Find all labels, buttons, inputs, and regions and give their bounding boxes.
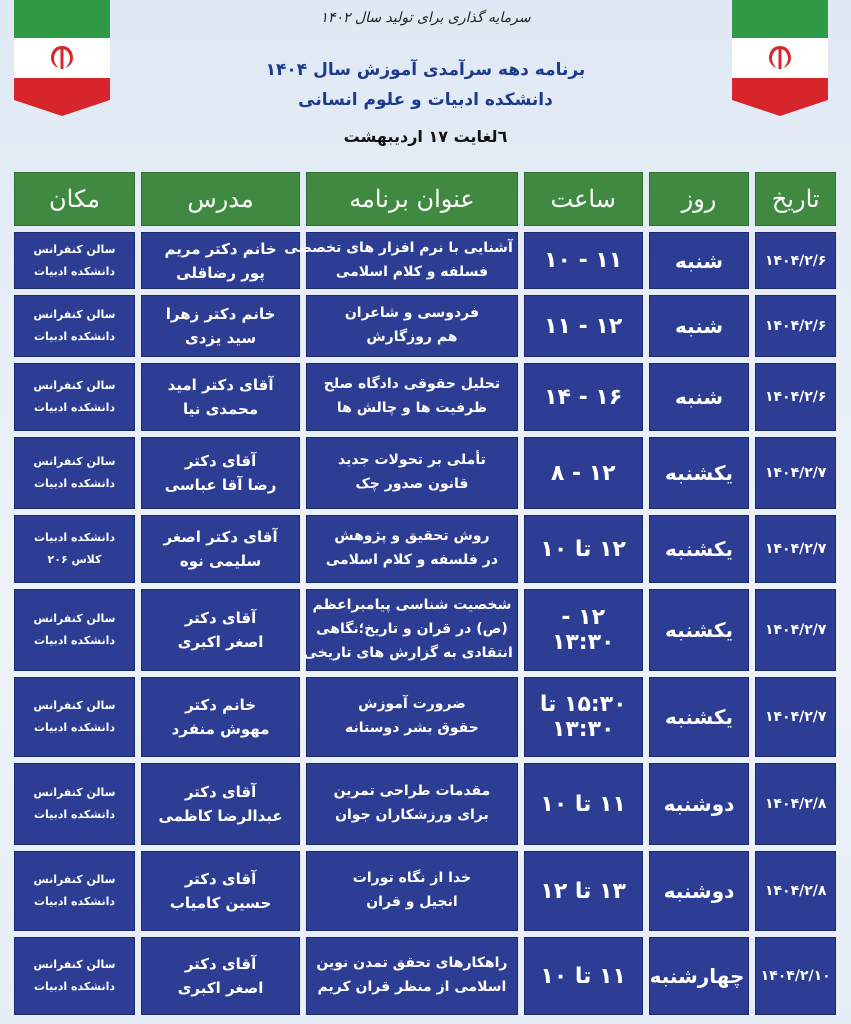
program-title-cell (306, 937, 518, 1015)
location-cell-line: سالن کنفرانس (33, 873, 116, 886)
time-cell: ۱۲ - ۱۳:۳۰ (524, 589, 643, 671)
location-cell (14, 437, 135, 509)
location-cell (14, 937, 135, 1015)
location-cell-line: دانشکده ادبیات (33, 477, 115, 490)
date-cell: ۱۴۰۴/۲/۶ (755, 363, 836, 431)
table-row (14, 851, 836, 931)
date-cell: ۱۴۰۴/۲/۸ (755, 851, 836, 931)
instructor-cell-line: آقای دکتر (184, 609, 257, 627)
instructor-cell (141, 851, 300, 931)
program-title-cell (306, 363, 518, 431)
schedule-table (8, 166, 842, 1021)
day-cell: یکشنبه (649, 515, 750, 583)
program-title-cell (306, 515, 518, 583)
instructor-cell-line: آقای دکتر (184, 870, 257, 888)
date-range: ٦لغایت ۱۷ اردیبهشت (343, 127, 508, 146)
instructor-cell-line: محمدی نیا (182, 400, 259, 418)
program-title-cell-line: انجیل و قران (366, 894, 458, 910)
location-cell (14, 515, 135, 583)
location-cell (14, 295, 135, 357)
location-cell-line: سالن کنفرانس (33, 308, 116, 321)
instructor-cell-line: آقای دکتر (184, 783, 257, 801)
program-title-cell (303, 589, 518, 671)
column-header-date: تاریخ (755, 172, 836, 226)
program-title-cell-line: آشنایی با نرم افزار های تخصصی (284, 239, 513, 256)
instructor-cell-line: خانم دکتر (185, 696, 257, 714)
instructor-cell-line: اصغر اکبری (177, 633, 264, 651)
instructor-cell-line: رضا آقا عباسی (164, 476, 277, 494)
column-header-time: ساعت (524, 172, 643, 226)
instructor-cell (141, 437, 300, 509)
program-title-cell-line: تحلیل حقوقی دادگاه صلح (323, 376, 501, 393)
program-title-cell-line: تأملی بر تحولات جدید (338, 452, 486, 469)
program-title-cell-line: راهکارهای تحقق تمدن نوین (316, 955, 508, 972)
location-cell-line: دانشکده ادبیات (33, 895, 115, 908)
program-title-cell-line: مقدمات طراحی تمرین (333, 783, 491, 800)
program-title-cell-line: هم روزگارش (366, 329, 458, 345)
date-cell: ۱۴۰۴/۲/۷ (755, 677, 836, 757)
program-title-cell-line: ضرورت آموزش (358, 696, 466, 713)
date-cell: ۱۴۰۴/۲/۷ (755, 589, 836, 671)
location-cell (14, 763, 135, 845)
program-title-cell-line: فسلفه و کلام اسلامی (335, 263, 488, 280)
location-cell-line: سالن کنفرانس (33, 958, 116, 971)
instructor-cell (141, 363, 300, 431)
table-row (14, 515, 836, 583)
table-row (14, 363, 836, 431)
time-cell: ۱۱ تا ۱۰ (524, 763, 643, 845)
location-cell-line: دانشکده ادبیات (33, 721, 115, 734)
program-title-cell (306, 295, 518, 357)
instructor-cell-line: حسین کامیاب (169, 894, 272, 912)
program-title-cell (306, 851, 518, 931)
day-cell: شنبه (649, 232, 750, 289)
location-cell-line: دانشکده ادبیات (33, 531, 115, 544)
program-title-cell-line: ظرفیت ها و چالش ها (336, 400, 488, 416)
location-cell-line: دانشکده ادبیات (33, 401, 115, 414)
program-title-cell-line: (ص) در قران و تاریخ؛نگاهی (316, 621, 508, 638)
location-cell-line: سالن کنفرانس (33, 786, 116, 799)
faculty-name: دانشکده ادبیات و علوم انسانی (298, 90, 553, 110)
location-cell-line: دانشکده ادبیات (33, 330, 115, 343)
location-cell (14, 851, 135, 931)
instructor-cell (141, 232, 300, 289)
instructor-cell-line: مهوش منفرد (171, 720, 270, 738)
time-cell: ۱۱ - ۱۰ (524, 232, 643, 289)
instructor-cell-line: آقای دکتر اصغر (163, 528, 278, 546)
instructor-cell-line: آقای دکتر (184, 452, 257, 470)
date-cell: ۱۴۰۴/۲/۶ (755, 295, 836, 357)
program-title-cell-line: فردوسی و شاعران (344, 305, 480, 322)
table-row (14, 589, 836, 671)
time-cell: ۱۳ تا ۱۲ (524, 851, 643, 931)
program-title-cell (306, 437, 518, 509)
table-row (14, 232, 836, 289)
program-title-cell-line: برای ورزشکاران جوان (335, 807, 489, 823)
time-cell: ۱۵:۳۰ تا ۱۳:۳۰ (524, 677, 643, 757)
instructor-cell (141, 937, 300, 1015)
location-cell-line: کلاس ۲۰۶ (47, 553, 102, 566)
instructor-cell (141, 515, 300, 583)
program-title-cell (306, 677, 518, 757)
table-row (14, 295, 836, 357)
program-title-cell-line: خدا از نگاه تورات (352, 870, 472, 887)
day-cell: شنبه (649, 363, 750, 431)
table-row (14, 437, 836, 509)
location-cell-line: دانشکده ادبیات (33, 808, 115, 821)
instructor-cell-line: عبدالرضا کاظمی (158, 807, 283, 825)
day-cell: دوشنبه (649, 763, 750, 845)
table-row (14, 937, 836, 1015)
column-header-instructor: مدرس (141, 172, 300, 226)
instructor-cell (141, 763, 300, 845)
day-cell: یکشنبه (649, 677, 750, 757)
location-cell (14, 677, 135, 757)
time-cell: ۱۲ - ۱۱ (524, 295, 643, 357)
page-header (0, 0, 851, 165)
location-cell (14, 232, 135, 289)
table-row (14, 763, 836, 845)
time-cell: ۱۱ تا ۱۰ (524, 937, 643, 1015)
instructor-cell (141, 295, 300, 357)
date-cell: ۱۴۰۴/۲/۱۰ (755, 937, 836, 1015)
column-header-title: عنوان برنامه (306, 172, 518, 226)
program-title-cell-line: اسلامی از منظر قران کریم (317, 979, 507, 995)
day-cell: چهارشنبه (649, 937, 750, 1015)
day-cell: شنبه (649, 295, 750, 357)
table-row (14, 677, 836, 757)
time-cell: ۱۲ تا ۱۰ (524, 515, 643, 583)
instructor-cell-line: آقای دکتر (184, 955, 257, 973)
program-title-cell-line: شخصیت شناسی پیامبراعظم (312, 597, 512, 614)
location-cell (14, 363, 135, 431)
column-header-place: مکان (14, 172, 135, 226)
program-title-cell (284, 232, 518, 289)
instructor-cell-line: سلیمی نوه (179, 552, 262, 570)
instructor-cell-line: سید یزدی (184, 329, 257, 347)
program-title-cell (306, 763, 518, 845)
location-cell-line: سالن کنفرانس (33, 612, 116, 625)
instructor-cell-line: خانم دکتر زهرا (165, 305, 276, 323)
location-cell-line: دانشکده ادبیات (33, 264, 115, 278)
location-cell-line: سالن کنفرانس (33, 455, 116, 468)
location-cell-line: سالن کنفرانس (33, 699, 116, 712)
program-title-cell-line: قانون صدور چک (355, 476, 469, 492)
location-cell (14, 589, 135, 671)
page-title: برنامه دهه سرآمدی آموزش سال ۱۴۰۴ (265, 60, 586, 80)
program-title-cell-line: حقوق بشر دوستانه (345, 720, 479, 736)
table-header-row (14, 172, 836, 226)
instructor-cell-line: خانم دکتر مریم (164, 239, 277, 258)
date-cell: ۱۴۰۴/۲/۷ (755, 437, 836, 509)
slogan: سرمایه گذاری برای تولید سال ۱۴۰۲ (320, 10, 531, 26)
program-title-cell-line: در فلسفه و کلام اسلامی (325, 552, 499, 568)
instructor-cell-line: آقای دکتر امید (167, 376, 274, 394)
program-title-cell-line: روش تحقیق و پژوهش (334, 528, 490, 545)
instructor-cell (141, 589, 300, 671)
time-cell: ۱۲ - ۸ (524, 437, 643, 509)
date-cell: ۱۴۰۴/۲/۷ (755, 515, 836, 583)
day-cell: یکشنبه (649, 589, 750, 671)
date-cell: ۱۴۰۴/۲/۶ (755, 232, 836, 289)
date-cell: ۱۴۰۴/۲/۸ (755, 763, 836, 845)
day-cell: دوشنبه (649, 851, 750, 931)
location-cell-line: دانشکده ادبیات (33, 980, 115, 993)
instructor-cell-line: اصغر اکبری (177, 979, 264, 997)
location-cell-line: دانشکده ادبیات (33, 634, 115, 647)
program-title-cell-line: انتقادی به گزارش های تاریخی (303, 644, 513, 661)
location-cell-line: سالن کنفرانس (33, 379, 116, 392)
day-cell: یکشنبه (649, 437, 750, 509)
instructor-cell-line: پور رضاقلی (176, 263, 265, 282)
time-cell: ۱۶ - ۱۴ (524, 363, 643, 431)
location-cell-line: سالن کنفرانس (33, 242, 116, 256)
instructor-cell (141, 677, 300, 757)
column-header-day: روز (649, 172, 750, 226)
